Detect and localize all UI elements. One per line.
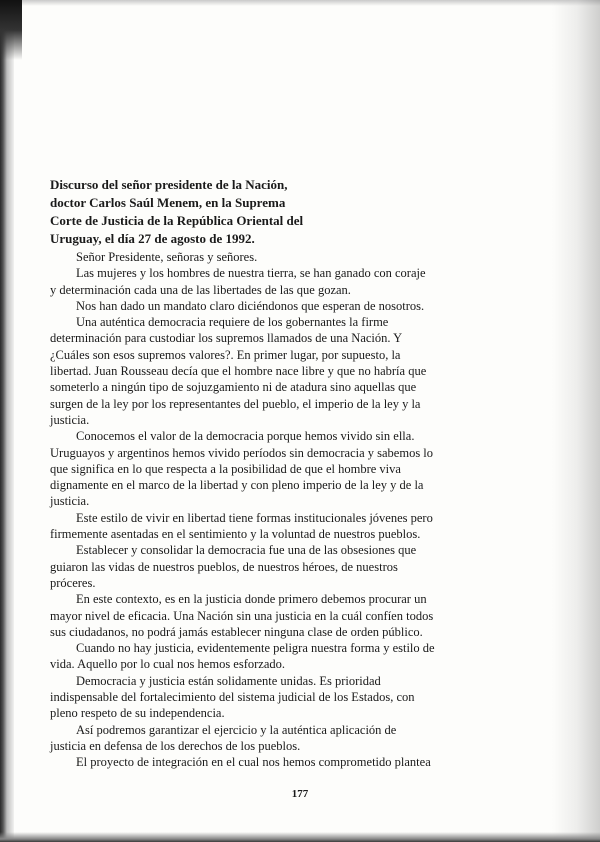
paragraph-line: Señor Presidente, señoras y señores. (76, 250, 258, 264)
heading-line: Discurso del señor presidente de la Nación, (50, 177, 288, 192)
paragraph-line: En este contexto, es en la justicia donde primero debemos procurar un (76, 592, 427, 607)
page-top-shadow (0, 0, 600, 6)
heading-line: Uruguay, el día 27 de agosto de 1992. (50, 231, 255, 246)
paragraph-line: próceres. (50, 575, 96, 590)
paragraph-line: libertad. Juan Rousseau decía que el hombre nace libre y que no habría que (50, 364, 427, 379)
paragraph-line: firmemente asentadas en el sentimiento y la voluntad de nuestros pueblos. (50, 527, 421, 542)
paragraph-line: Nos han dado un mandato claro diciéndonos que esperan de nosotros. (76, 298, 425, 313)
paragraph (50, 640, 550, 673)
paragraph (50, 298, 550, 314)
paragraph-line: Una auténtica democracia requiere de los gobernantes la firme (76, 315, 389, 330)
paragraph (50, 722, 550, 755)
paragraph-line: indispensable del fortalecimiento del sistema judicial de los Estados, con (50, 690, 415, 705)
page-corner-shadow (0, 0, 22, 60)
paragraph (50, 314, 550, 428)
paragraph-line: Así podremos garantizar el ejercicio y la auténtica aplicación de (76, 722, 397, 737)
paragraph-line: sus ciudadanos, no podrá jamás establecer ninguna clase de orden público. (50, 624, 423, 639)
paragraph (50, 510, 550, 543)
speech-body (50, 249, 550, 771)
page-bottom-shadow (0, 832, 600, 842)
paragraph-line: El proyecto de integración en el cual nos hemos comprometido plantea (76, 755, 431, 770)
paragraph (50, 249, 550, 265)
paragraph-line: determinación para custodiar los supremos llamados de una Nación. Y (50, 331, 403, 346)
paragraph-line: Las mujeres y los hombres de nuestra tierra, se han ganado con coraje (76, 266, 426, 281)
paragraph (50, 591, 550, 640)
page-right-shadow (552, 0, 600, 842)
paragraph-line: justicia. (50, 412, 90, 427)
paragraph-line: Establecer y consolidar la democracia fue una de las obsesiones que (76, 543, 417, 558)
paragraph-line: ¿Cuáles son esos supremos valores?. En primer lugar, por supuesto, la (50, 347, 401, 362)
paragraph-line: Este estilo de vivir en libertad tiene formas institucionales jóvenes pero (76, 510, 433, 525)
paragraph (50, 265, 550, 298)
paragraph-line: Conocemos el valor de la democracia porque hemos vivido sin ella. (76, 429, 415, 444)
paragraph-line: vida. Aquello por lo cual nos hemos esforzado. (50, 657, 286, 672)
heading-line: doctor Carlos Saúl Menem, en la Suprema (50, 195, 286, 210)
paragraph-line: que significa en lo que respecta a la posibilidad de que el hombre viva (50, 461, 401, 476)
paragraph-line: y determinación cada una de las libertades de las que gozan. (50, 282, 351, 297)
paragraph-line: mayor nivel de eficacia. Una Nación sin una justicia en la cuál confíen todos (50, 608, 434, 623)
paragraph-line: justicia. (50, 494, 90, 509)
paragraph-line: Cuando no hay justicia, evidentemente peligra nuestra forma y estilo de (76, 641, 435, 656)
paragraph-line: someterlo a ningún tipo de sojuzgamiento ni de atadura sino aquellas que (50, 380, 417, 395)
page-left-binding-shadow (0, 0, 14, 842)
paragraph-line: pleno respeto de su independencia. (50, 706, 225, 721)
paragraph (50, 542, 550, 591)
paragraph-line: dignamente en el marco de la libertad y con pleno imperio de la ley y de la (50, 478, 424, 493)
paragraph (50, 428, 550, 509)
paragraph (50, 673, 550, 722)
paragraph-line: justicia en defensa de los derechos de los pueblos. (50, 738, 301, 753)
heading-line: Corte de Justicia de la República Oriental del (50, 213, 304, 228)
paragraph-line: surgen de la ley por los representantes del pueblo, el imperio de la ley y la (50, 396, 421, 411)
speech-heading (50, 176, 350, 248)
paragraph (50, 754, 550, 770)
paragraph-line: guiaron las vidas de nuestros pueblos, de nuestros héroes, de nuestros (50, 559, 398, 574)
page-number: 177 (291, 788, 309, 800)
paragraph-line: Uruguayos y argentinos hemos vivido períodos sin democracia y sabemos lo (50, 445, 434, 460)
paragraph-line: Democracia y justicia están solidamente unidas. Es prioridad (76, 673, 381, 688)
